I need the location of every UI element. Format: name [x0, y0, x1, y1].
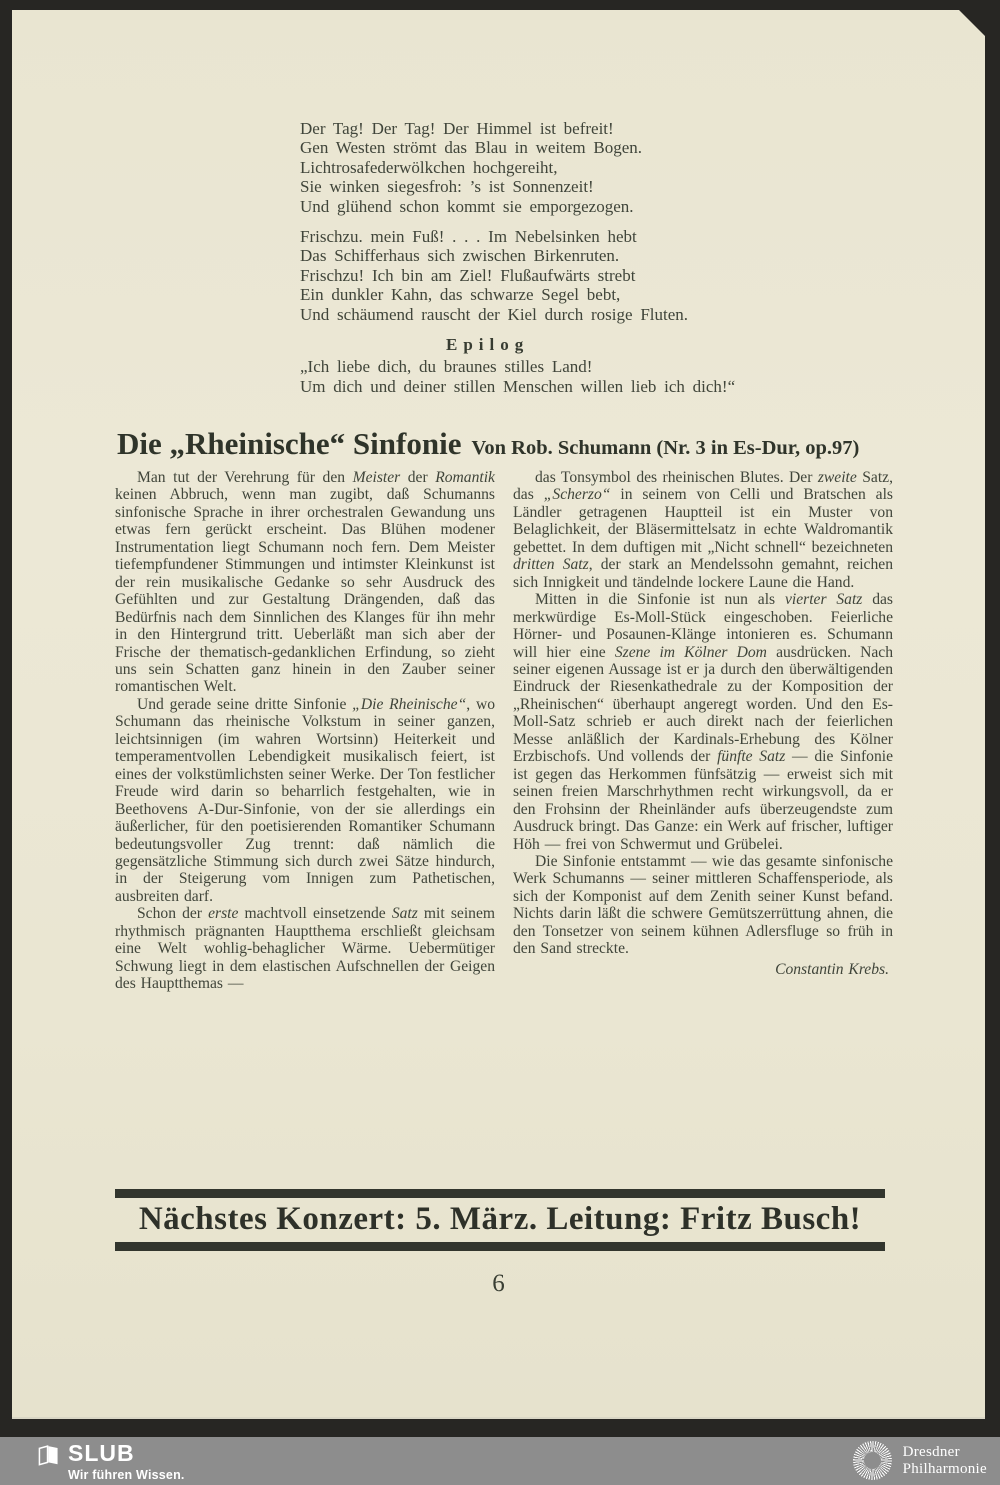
- slub-name: SLUB: [68, 1440, 135, 1466]
- paragraph: Die Sinfonie entstammt — wie das gesamte sinfonische Werk Schumanns — seiner mittleren Schaffensperiode, als sich der Komponist auf dem Zenith seiner Kunst befand. Nichts darin läßt die schwere Gemütszerrüttung ahnen, die den Tonsetzer von seinem kühnen Adlersfluge so früh in den Sand streckte.: [513, 852, 893, 958]
- poem-line: Frischzu! Ich bin am Ziel! Flußaufwärts strebt: [300, 265, 636, 285]
- author-signature: Constantin Krebs.: [775, 960, 889, 978]
- paragraph: Man tut der Verehrung für den Meister der Romantik keinen Abbruch, wenn man zugibt, daß Schumanns sinfonische Sprache in ihrer orchestralen Gewandung uns etwas fern gerückt erscheint. Das Blühen modener Instrumentation liegt Schumann noch fern. Dem Meister tiefempfundener Stimmungen und intimster Kleinkunst ist der rein musikalische Gedanke so sehr Ausdruck des Gefühlten und zur Gestaltung Drängenden, daß das Bedürfnis nach dem Sinnlichen des Klanges für ihn mehr in den Hintergrund tritt. Ueberläßt man sich aber der Frische der thematisch-gedanklichen Erfindung, so zieht uns sein Schatten ganz hinein in den Zauber seiner romantischen Welt.: [115, 469, 495, 696]
- article-subtitle: Von Rob. Schumann (Nr. 3 in Es-Dur, op.97): [471, 437, 860, 459]
- viewer-footer-bar: [0, 1437, 1000, 1485]
- poem-stanza-2: [300, 227, 735, 324]
- epilog-heading: Epilog: [446, 335, 530, 355]
- banner-text: Nächstes Konzert: 5. März. Leitung: Fritz Busch!: [138, 1201, 862, 1237]
- philharmonie-line2: Philharmonie: [902, 1460, 987, 1477]
- article-right-column: [513, 469, 893, 993]
- poem-line: Ein dunkler Kahn, das schwarze Segel bebt,: [300, 285, 621, 305]
- page-number: 6: [492, 1270, 505, 1297]
- article-left-column: [115, 469, 495, 993]
- page-corner-shadow: [959, 10, 985, 36]
- paragraph: Schon der erste machtvoll einsetzende Satz mit seinem rhythmisch prägnanten Hauptthema erschließt gleichsam eine Welt wohlig-behaglicher Wärme. Uebermütiger Schwung liegt in dem elastischen Aufschnellen der Geigen des Hauptthemas —: [115, 905, 495, 993]
- epilog-line: „Ich liebe dich, du braunes stilles Land!: [300, 357, 593, 377]
- paragraph: Mitten in die Sinfonie ist nun als vierter Satz das merkwürdige Es-Moll-Stück eingeschoben. Feierliche Hörner- und Posaunen-Klänge intonieren es. Schumann will hier eine Szene im Kölner Dom ausdrücken. Nach seiner eigenen Aussage ist er ja durch den überwältigenden Eindruck der Riesenkathedrale zu der Komposition der „Rheinischen“ überhaupt angeregt worden. Und den Es-Moll-Satz schrieb er auch direkt nach der feierlichen Messe anläßlich der Kardinals-Erhebung des Kölner Erzbischofs. Und vollends der fünfte Satz — die Sinfonie ist gegen das Herkommen fünfsätzig — erweist sich mit seinen freien Marschrhythmen recht wirkungsvoll, da er den Frohsinn der Rheinländer aufs überzeugendste zum Ausdruck bringt. Das Ganze: ein Werk auf frischer, luftiger Höh — frei von Schwermut und Grübelei.: [513, 591, 894, 853]
- article-title: Die „Rheinische“ Sinfonie: [117, 426, 462, 461]
- epilog-line: Um dich und deiner stillen Menschen willen lieb ich dich!“: [300, 376, 736, 396]
- poem-line: Und schäumend rauscht der Kiel durch rosige Fluten.: [300, 304, 689, 324]
- paragraph: Und gerade seine dritte Sinfonie „Die Rheinische“, wo Schumann das rheinische Volkstum in seiner ganzen, leichtsinnigen (im wahren Wortsinn) Heiterkeit und temperamentvollen Lebendigkeit musikalisch feiert, ist eines der volkstümlichsten seiner Werke. Der Ton festlicher Freude wird darin so beharrlich festgehalten, wie in Beethovens A-Dur-Sinfonie, von der sie allerdings ein äußerlicher, für den poetisierenden Romantiker Schumann bedeutungsvoller Zug trennt: daß nämlich die gegensätzliche Stimmung sich durch zwei Sätze hindurch, in der Steigerung vom Innigen zum Pathetischen, ausbreiten darf.: [115, 695, 496, 905]
- dresdner-philharmonie-logo: [853, 1441, 987, 1480]
- scanned-page: [12, 10, 985, 1417]
- poem-line: Frischzu. mein Fuß! . . . Im Nebelsinken hebt: [300, 227, 637, 247]
- open-book-icon: [38, 1445, 59, 1466]
- poem-line: Und glühend schon kommt sie emporgezogen.: [300, 196, 634, 216]
- paragraph: das Tonsymbol des rheinischen Blutes. Der zweite Satz, das „Scherzo“ in seinem von Celli und Bratschen als Ländler getragenen Hauptteil ist ein Muster von Belaglichkeit, der Bläsermittelsatz in echte Waldromantik gebettet. In dem duftigen mit „Nicht schnell“ bezeichneten dritten Satz, der stark an Mendelssohn gemahnt, reichen sich Innigkeit und tändelnde lockere Laune die Hand.: [513, 469, 893, 591]
- poem-line: Der Tag! Der Tag! Der Himmel ist befreit!: [300, 119, 614, 138]
- slub-tagline: Wir führen Wissen.: [68, 1468, 185, 1482]
- article-heading: [117, 426, 907, 462]
- poem-line: Sie winken siegesfroh: ’s ist Sonnenzeit!: [300, 177, 594, 197]
- article-columns: [115, 469, 893, 993]
- slub-logo: [38, 1442, 185, 1482]
- slub-text-group: [68, 1442, 185, 1482]
- poem-line: Gen Westen strömt das Blau in weitem Bogen.: [300, 138, 642, 158]
- poem-line: Lichtrosafederwölkchen hochgereiht,: [300, 157, 558, 177]
- poem-line: Das Schifferhaus sich zwischen Birkenruten.: [300, 246, 620, 266]
- poem-block: [300, 119, 735, 396]
- banner-rule-bottom: [115, 1242, 885, 1251]
- banner-rule-top: [115, 1189, 885, 1198]
- next-concert-banner: [115, 1189, 885, 1251]
- sunburst-icon: [853, 1441, 892, 1480]
- poem-stanza-1: [300, 119, 735, 216]
- philharmonie-line1: Dresdner: [902, 1444, 960, 1460]
- philharmonie-text: [903, 1444, 987, 1477]
